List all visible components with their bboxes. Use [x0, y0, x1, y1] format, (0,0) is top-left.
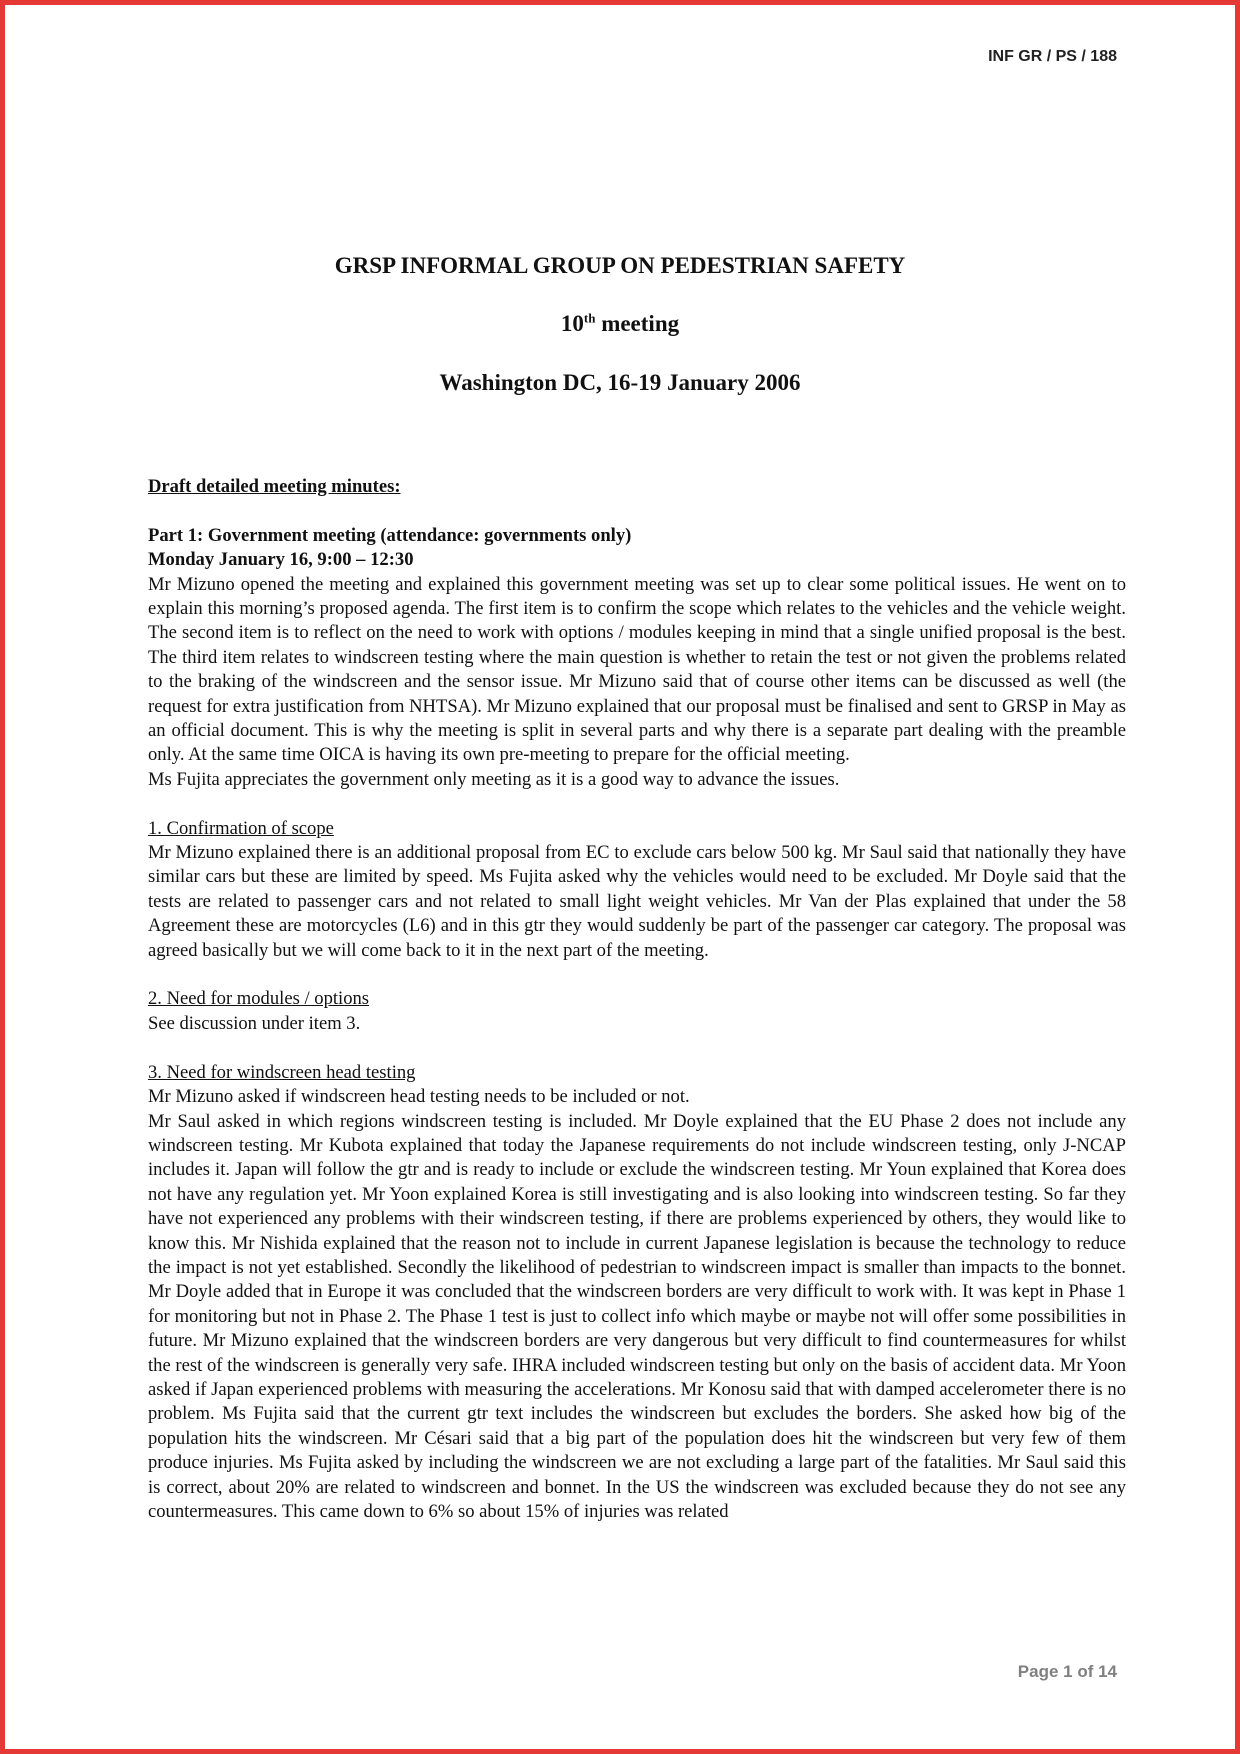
meeting-number — [5, 308, 1235, 340]
part1-heading: Part 1: Government meeting (attendance: governments only) — [148, 524, 632, 546]
meeting-number-label: meeting — [595, 311, 680, 336]
minutes-heading: Draft detailed meeting minutes: — [148, 476, 401, 497]
part1-paragraph-1: Mr Mizuno opened the meeting and explained this government meeting was set up to clear some political issues. He went on to explain this morning’s proposed agenda. The first item is to confirm the scope which relates to the vehicles and the vehicle weight. The second item is to reflect on the need to work with options / modules keeping in mind that a single unified proposal is the best. The third item relates to windscreen testing where the main question is whether to retain the test or not given the problems related to the braking of the windscreen and the sensor issue. Mr Mizuno said that of course other items can be discussed as well (the request for extra justification from NHTSA). Mr Mizuno explained that our proposal must be finalised and sent to GRSP in May as an official document. This is why the meeting is split in several parts and why there is a separate part dealing with the preamble only. At the same time OICA is having its own pre-meeting to prepare for the official meeting. — [148, 573, 1126, 766]
page-number: Page 1 of 14 — [1017, 1662, 1117, 1681]
item1-paragraph: Mr Mizuno explained there is an additional proposal from EC to exclude cars below 500 kg. Mr Saul said that nationally they have similar cars but these are limited by speed. Ms Fujita asked why the vehicles would need to be excluded. Mr Doyle said that the tests are related to passenger cars and not related to small light weight vehicles. Mr Van der Plas explained that under the 58 Agreement these are motorcycles (L6) and in this gtr they would suddenly be part of the passenger car category. The proposal was agreed basically but we will come back to it in the next part of the meeting. — [148, 842, 1126, 961]
meeting-location-date: Washington DC, 16-19 January 2006 — [439, 370, 801, 395]
item3-heading: 3. Need for windscreen head testing — [148, 1061, 416, 1083]
meeting-number-suffix: th — [583, 310, 596, 326]
document-title: GRSP INFORMAL GROUP ON PEDESTRIAN SAFETY — [334, 253, 906, 278]
part1-date: Monday January 16, 9:00 – 12:30 — [148, 549, 414, 571]
document-body — [148, 475, 1126, 1524]
item1-heading: 1. Confirmation of scope — [148, 817, 334, 839]
part1-paragraph-2: Ms Fujita appreciates the government only meeting as it is a good way to advance the issues. — [148, 768, 840, 790]
item3-paragraph-1: Mr Mizuno asked if windscreen head testing needs to be included or not. — [148, 1086, 690, 1108]
title-block — [5, 250, 1235, 399]
document-reference: INF GR / PS / 188 — [988, 48, 1117, 65]
item2-paragraph: See discussion under item 3. — [148, 1012, 361, 1034]
meeting-number-value: 10 — [560, 311, 584, 336]
item3-paragraph-2: Mr Saul asked in which regions windscreen testing is included. Mr Doyle explained that the EU Phase 2 does not include any windscreen testing. Mr Kubota explained that today the Japanese requirements do not include windscreen testing, only J-NCAP includes it. Japan will follow the gtr and is ready to include or exclude the windscreen testing. Mr Youn explained that Korea does not have any regulation yet. Mr Yoon explained Korea is still investigating and is also looking into windscreen testing. So far they have not experienced any problems with their windscreen testing, if there are problems experienced by others, they would like to know this. Mr Nishida explained that the reason not to include in current Japanese legislation is because the technology to reduce the impact is not yet established. Secondly the likelihood of pedestrian to windscreen impact is smaller than impacts to the bonnet. Mr Doyle added that in Europe it was concluded that the windscreen borders are very difficult to work with. It was kept in Phase 1 for monitoring but not in Phase 2. The Phase 1 test is just to collect info which maybe or maybe not will offer some possibilities in future. Mr Mizuno explained that the windscreen borders are very dangerous but very difficult to find countermeasures for whilst the rest of the windscreen is generally very safe. IHRA included windscreen testing but only on the basis of accident data. Mr Yoon asked if Japan experienced problems with measuring the accelerations. Mr Konosu said that with damped accelerometer there is no problem. Ms Fujita said that the current gtr text includes the windscreen but excludes the borders. She asked how big of the population hits the windscreen. Mr Césari said that a big part of the population does hit the windscreen but very few of them produce injuries. Ms Fujita asked by including the windscreen we are not excluding a large part of the fatalities. Mr Saul said this is correct, about 20% are related to windscreen and bonnet. In the US the windscreen was excluded because they do not see any countermeasures. This came down to 6% so about 15% of injuries was related — [148, 1110, 1126, 1522]
item2-heading: 2. Need for modules / options — [148, 988, 370, 1010]
